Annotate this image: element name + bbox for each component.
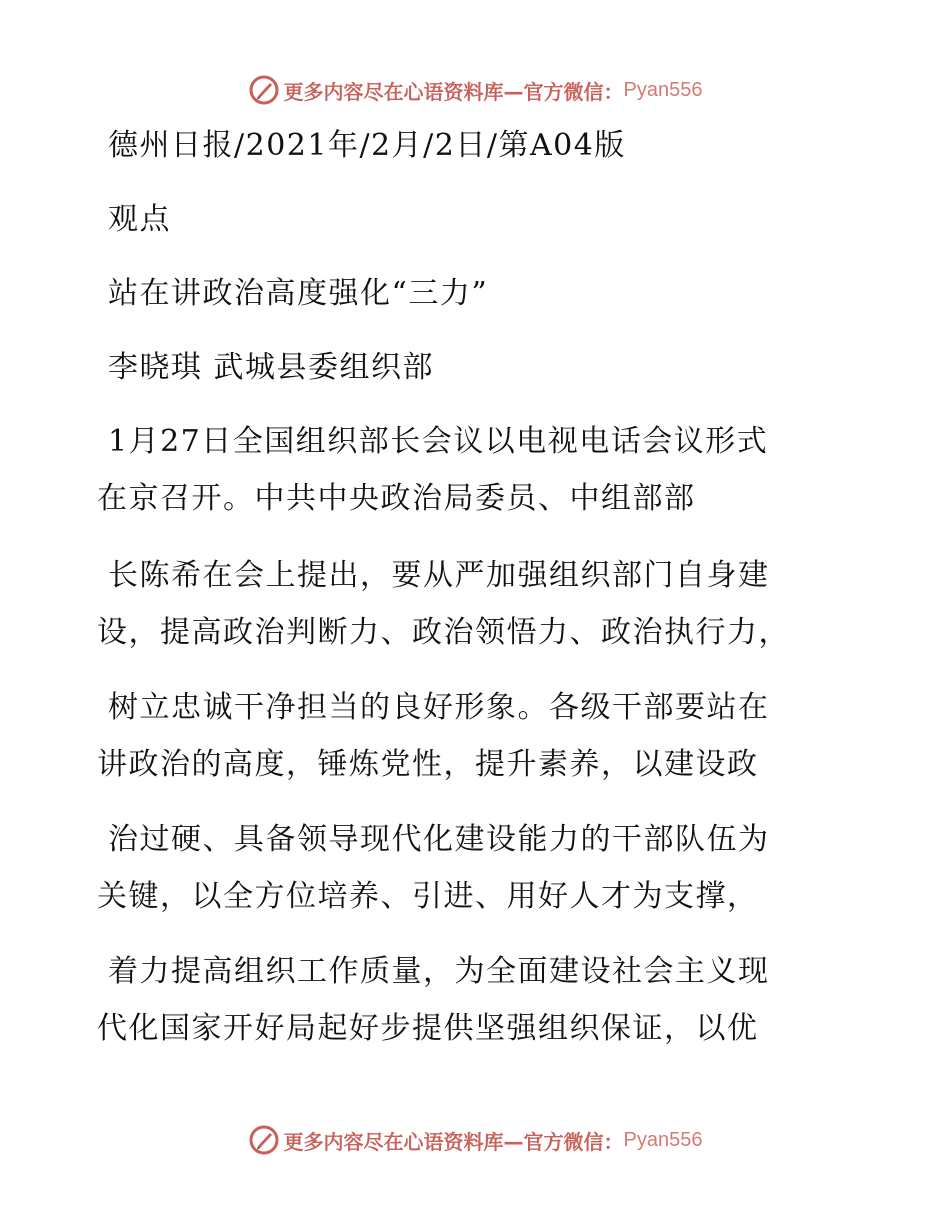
watermark-text: 更多内容尽在心语资料库—官方微信： [283,1129,624,1154]
body-line: 1月27日全国组织部长会议以电视电话会议形式 [108,424,769,459]
watermark-wechat-id: Pyan556 [623,1128,703,1151]
body-line: 设，提高政治判断力、政治领悟力、政治执行力， [97,615,790,650]
article-title: 站在讲政治高度强化“三力” [108,276,489,311]
body-line: 治过硬、具备领导现代化建设能力的干部队伍为 [108,822,770,857]
pen-logo-icon [248,74,280,106]
body-line: 在京召开。中共中央政治局委员、中组部部 [97,481,696,516]
watermark-text: 更多内容尽在心语资料库—官方微信： [283,79,624,104]
pen-logo-icon [248,1124,280,1156]
article-author: 李晓琪 武城县委组织部 [108,350,435,385]
watermark-wechat-id: Pyan556 [623,78,703,101]
article-section: 观点 [108,202,171,237]
body-line: 代化国家开好局起好步提供坚强组织保证，以优 [97,1011,759,1046]
watermark-banner-top [0,70,950,110]
body-line: 树立忠诚干净担当的良好形象。各级干部要站在 [108,690,770,725]
body-line: 长陈希在会上提出，要从严加强组织部门自身建 [108,558,770,593]
body-line: 关键，以全方位培养、引进、用好人才为支撑， [97,879,759,914]
body-line: 讲政治的高度，锤炼党性，提升素养，以建设政 [97,747,759,782]
watermark-banner-bottom [0,1120,950,1160]
article-source: 德州日报/2021年/2月/2日/第A04版 [108,128,626,163]
body-line: 着力提高组织工作质量，为全面建设社会主义现 [108,954,770,989]
